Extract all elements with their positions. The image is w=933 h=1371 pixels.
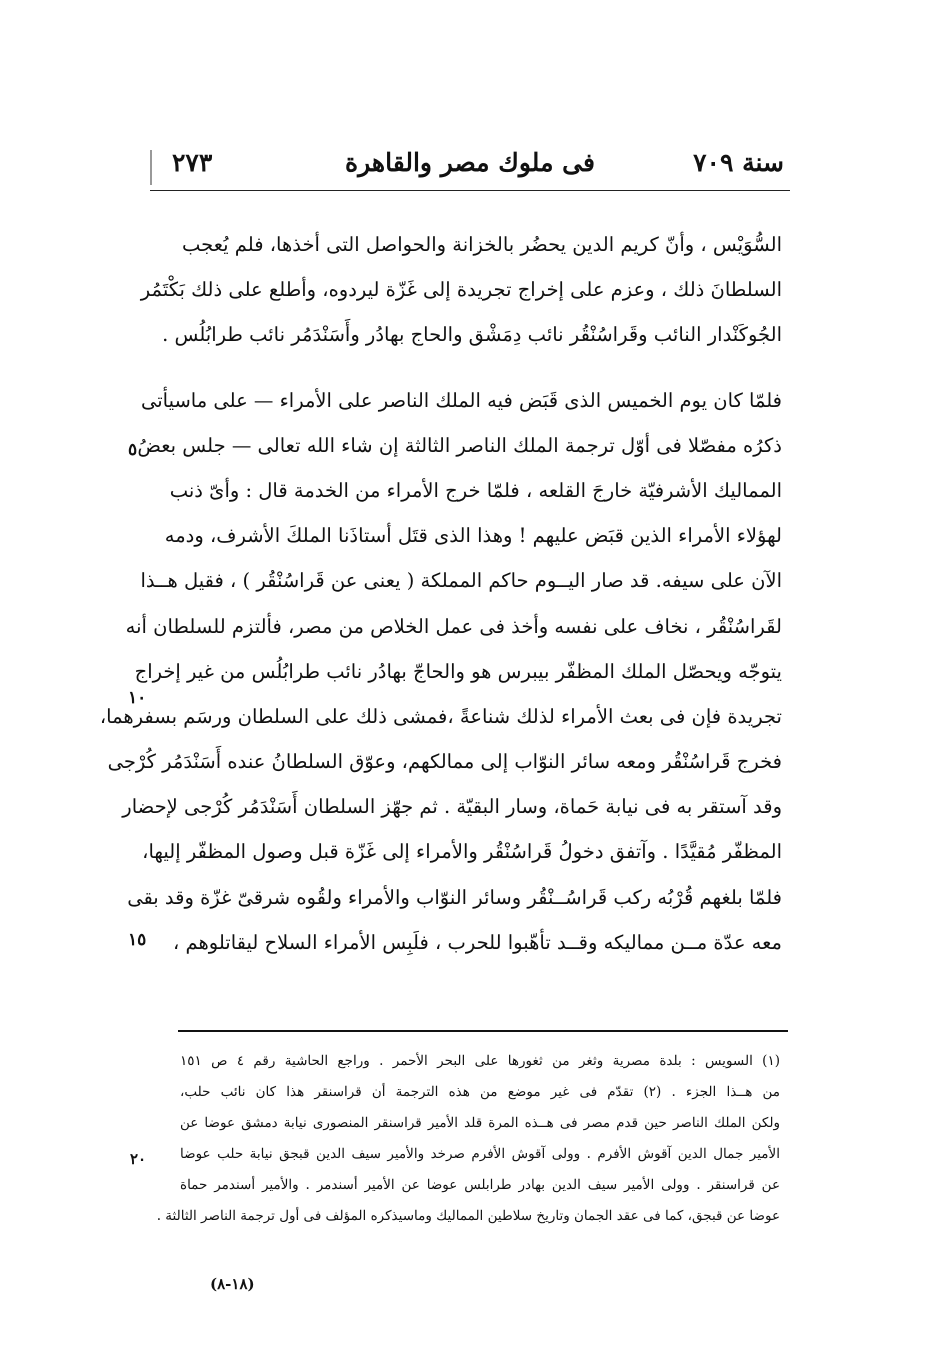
- footnote-line: (١) السويس : بلدة مصرية وثغر من ثغورها على البحر الأحمر . وراجع الحاشية رقم ٤ ص ١٥١: [180, 1053, 780, 1069]
- text-line: الآن على سيفه. قد صار اليــوم حاكم المملكة ( يعنى عن قَراسُنْقُر ) ، فقيل هــذا: [140, 569, 782, 593]
- text-line: المظفّر مُقيَّدًا . وآتفق دخولُ قَراسُنْقُر والأمراء إلى غَزّة قبل وصول المظفّر إليها،: [142, 840, 782, 864]
- line-number-5: ٥: [128, 440, 138, 460]
- paragraph-break: [182, 358, 782, 378]
- printer-signature: (١٨-٨): [210, 1275, 255, 1293]
- line-number-20: ٢٠: [130, 1150, 147, 1168]
- text-line: تجريدة فإن فى بعث الأمراء لذلك شناعةً ،فمشى ذلك على السلطان ورسَم بسفرهما،: [99, 704, 782, 728]
- footnotes: [156, 1046, 780, 1232]
- header-title: فى ملوك مصر والقاهرة: [345, 148, 595, 177]
- text-line: السلطانَ ذلك ، وعزم على إخراج تجريدة إلى غَزّة ليردوه، وأطلع على ذلك بَكْتَمُر: [140, 278, 782, 302]
- line-number-15: ١٥: [128, 930, 147, 950]
- footnote-line: الأمير جمال الدين آقوش الأفرم . وولى آقوش الأفرم صرخد والأمير سيف الدين قبجق نيابة حلب عوضا: [180, 1146, 780, 1162]
- running-header: [150, 140, 790, 191]
- footnote-line: من هــذا الجزء . (٢) تقدّم فى غير موضع من هذه الترجمة أن قراسنقر هذا كان نائب حلب،: [180, 1084, 780, 1100]
- footnote-line: ولكن الملك الناصر حين قدم مصر فى هــذه المرة قلد الأمير قراسنقر المنصورى نيابة دمشق عوضا عن: [180, 1115, 780, 1131]
- text-line: ذكرُه مفصّلا فى أوّل ترجمة الملك الناصر الثالثة إن شاء الله تعالى — جلس بعضُ: [137, 433, 782, 457]
- footnote-line: عن قراسنقر . وولى الأمير سيف الدين بهادر طرابلس عوضا عن الأمير أسندمر . والأمير أسندمر حماة: [180, 1177, 780, 1193]
- page-number: ٢٧٣: [172, 148, 213, 177]
- text-line: فلمّا كان يوم الخميس الذى قَبَض فيه الملك الناصر على الأمراء — على ماسيأتى: [140, 388, 782, 412]
- text-line: السُّوَيْس ، وأنّ كريم الدين يحضُر بالخزانة والحواصل التى أخذها، فلم يُعجب: [182, 233, 782, 256]
- text-line: وقد آستقر به فى نيابة حَماة، وسار البقيّة . ثم جهّز السلطان أَسَنْدَمُر كُرْجى لإحضار: [122, 795, 782, 819]
- text-line: فخرج قَراسُنْقُر ومعه سائر النوّاب إلى ممالكهم، وعوّق السلطانُ عنده أَسَنْدَمُر كُرْجى: [107, 750, 782, 774]
- text-line: فلمّا بلغهم قُرْبُه ركب قَراسُــنْقُر وسائر النوّاب والأمراء ولقُوه شرقىّ غزّة وقد بقى: [127, 885, 782, 909]
- text-line: المماليك الأشرفيّة خارجَ القلعه ، فلمّا خرج الأمراء من الخدمة قال : وأىّ ذنب: [169, 478, 782, 502]
- text-line: يتوجّه ويحصّل الملك المظفّر بيبرس هو والحاجّ بهادُر نائب طرابُلُس من غير إخراج: [134, 659, 782, 683]
- header-year: سنة ٧٠٩: [693, 148, 784, 177]
- line-number-10: ١٠: [128, 688, 147, 708]
- text-line: معه عدّة مــن مماليكه وقــد تأهّبوا للحرب ، فلَبِس الأمراء السلاح ليقاتلوهم ،: [173, 930, 782, 954]
- text-line: لهؤلاء الأمراء الذين قبَض عليهم ! وهذا الذى قتَل أستاذَنا الملكَ الأشرف، ودمه: [164, 524, 782, 548]
- footnote-separator: [178, 1030, 788, 1032]
- footnote-line: عوضا عن قبجق، كما فى عقد الجمان وتاريخ سلاطين المماليك وماسيذكره المؤلف فى أول ترجمة الناصر الثالثة .: [156, 1208, 780, 1224]
- text-line: لقَراسُنْقُر ، نخاف على نفسه وأخذ فى عمل الخلاص من مصر، فألتزم للسلطان أنه: [125, 614, 782, 638]
- text-line: الجُوكَنْدار النائب وقَراسُنْقُر نائب دِمَشْق والحاج بهادُر وأَسَنْدَمُر نائب طرابُلُس .: [162, 323, 782, 347]
